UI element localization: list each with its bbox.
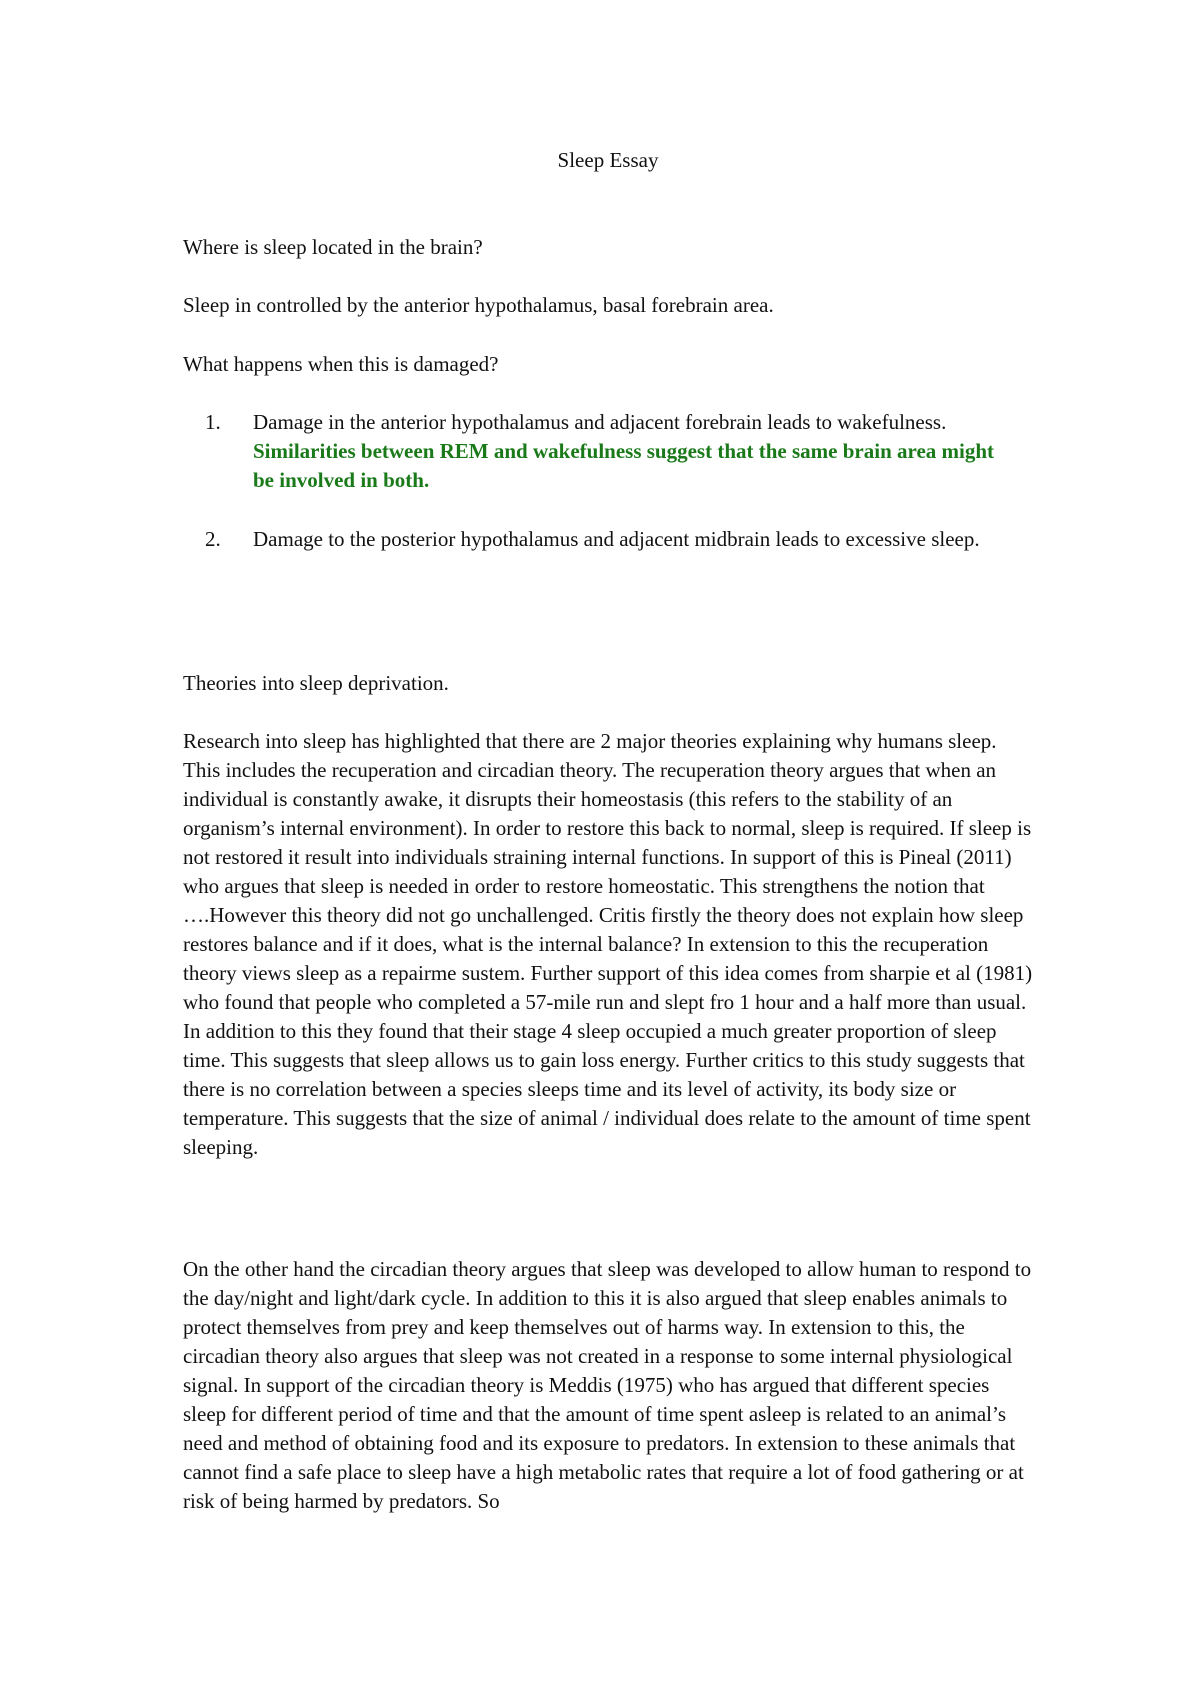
list-number: 2. bbox=[205, 527, 221, 551]
list-number: 1. bbox=[205, 410, 221, 434]
list-text bbox=[253, 408, 1013, 495]
question-damage: What happens when this is damaged? bbox=[183, 352, 499, 376]
highlighted-text: Similarities between REM and wakefulness suggest that the same brain area might be involved in both. bbox=[253, 439, 995, 492]
list-text-plain: Damage in the anterior hypothalamus and adjacent forebrain leads to wakefulness. bbox=[253, 410, 947, 434]
document-title: Sleep Essay bbox=[557, 148, 659, 172]
section-heading: Theories into sleep deprivation. bbox=[183, 671, 449, 695]
list-text bbox=[253, 525, 1013, 554]
answer-location: Sleep in controlled by the anterior hypothalamus, basal forebrain area. bbox=[183, 293, 774, 317]
body-paragraph-circadian: On the other hand the circadian theory argues that sleep was developed to allow human to respond to the day/night and light/dark cycle. In addition to this it is also argued that sleep enables animals to protect themselves from prey and keep themselves out of harms way. In extension to this, the circadian theory also argues that sleep was not created in a response to some internal physiological signal. In support of the circadian theory is Meddis (1975) who has argued that different species sleep for different period of time and that the amount of time spent asleep is related to an animal’s need and method of obtaining food and its exposure to predators. In extension to these animals that cannot find a safe place to sleep have a high metabolic rates that require a lot of food gathering or at risk of being harmed by predators. So bbox=[183, 1257, 1032, 1513]
question-location: Where is sleep located in the brain? bbox=[183, 235, 483, 259]
list-text-plain: Damage to the posterior hypothalamus and adjacent midbrain leads to excessive sleep. bbox=[253, 527, 980, 551]
body-paragraph-recuperation: Research into sleep has highlighted that there are 2 major theories explaining why humans sleep. This includes the recuperation and circadian theory. The recuperation theory argues that when an individual is constantly awake, it disrupts their homeostasis (this refers to the stability of an organism’s internal environment). In order to restore this back to normal, sleep is required. If sleep is not restored it result into individuals straining internal functions. In support of this is Pineal (2011) who argues that sleep is needed in order to restore homeostatic. This strengthens the notion that ….However this theory did not go unchallenged. Critis firstly the theory does not explain how sleep restores balance and if it does, what is the internal balance? In extension to this the recuperation theory views sleep as a repairme sustem. Further support of this idea comes from sharpie et al (1981) who found that people who completed a 57-mile run and slept fro 1 hour and a half more than usual. In addition to this they found that their stage 4 sleep occupied a much greater proportion of sleep time. This suggests that sleep allows us to gain loss energy. Further critics to this study suggests that there is no correlation between a species sleeps time and its level of activity, its body size or temperature. This suggests that the size of animal / individual does relate to the amount of time spent sleeping. bbox=[183, 729, 1033, 1159]
